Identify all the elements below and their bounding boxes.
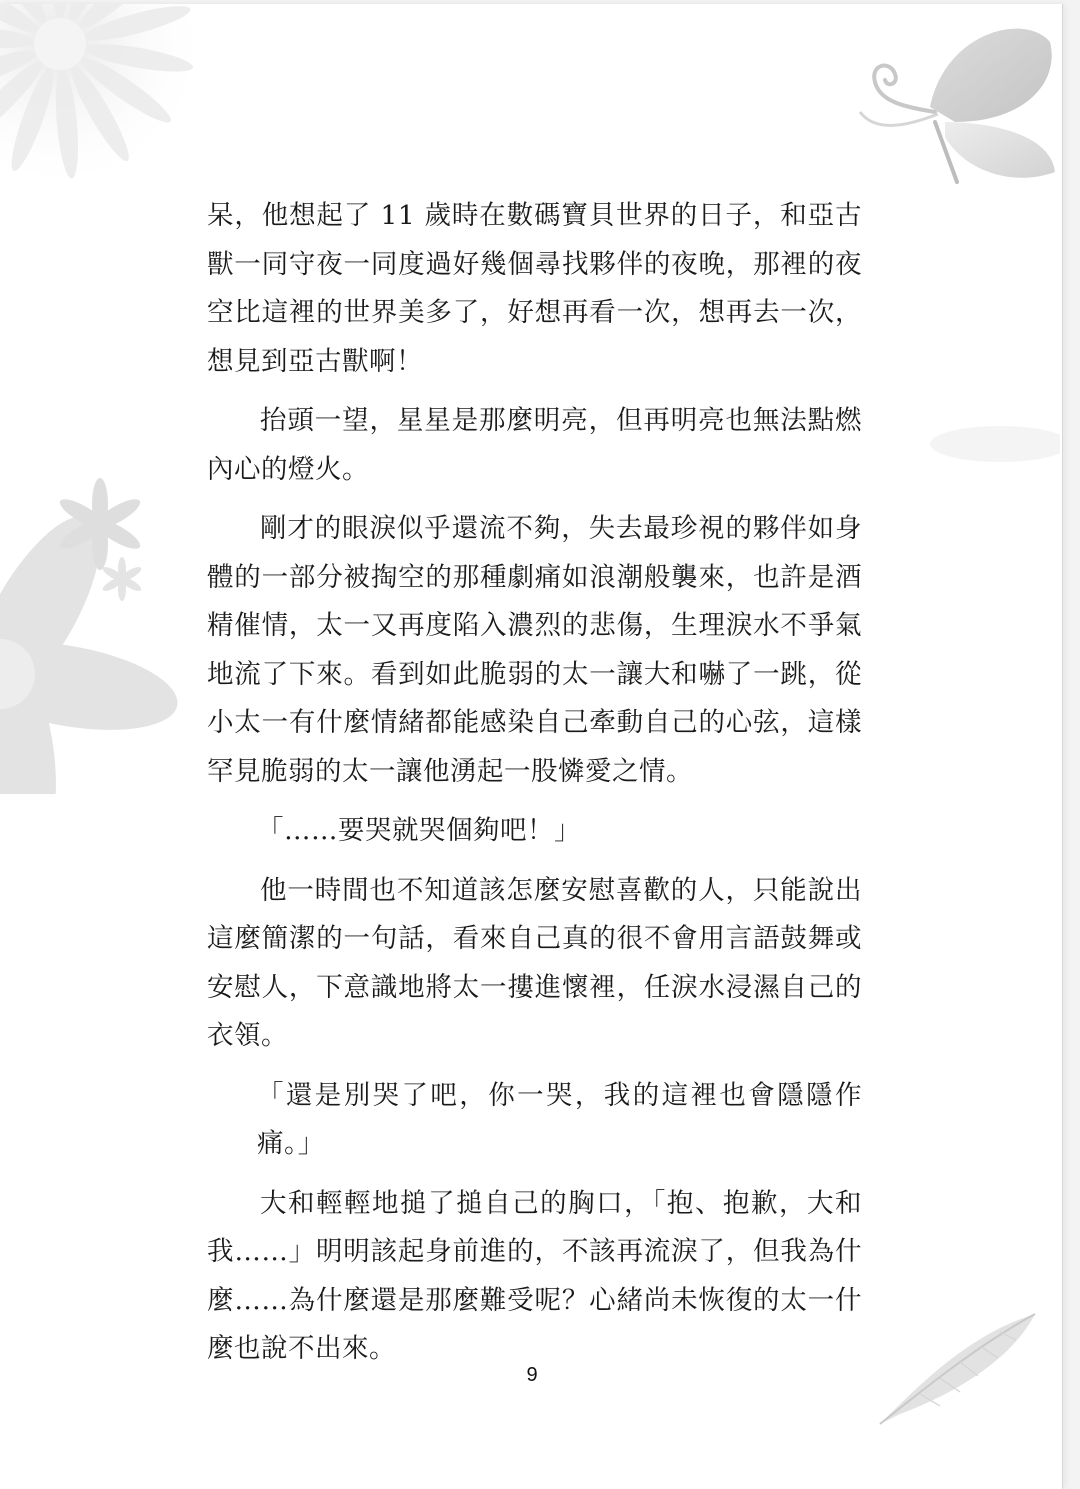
dialogue-line: 「還是別哭了吧，你一哭，我的這裡也會隱隱作痛。」 [257, 1079, 862, 1159]
feather-decoration [860, 1294, 1050, 1434]
dialogue-line: 「……要哭就哭個夠吧！」 [257, 815, 581, 846]
paragraph: 呆，他想起了 11 歲時在數碼寶貝世界的日子，和亞古獸一同守夜一同度過好幾個尋找夥伴的夜晚，那裡的夜空比這裡的世界美多了，好想再看一次，想再去一次，想見到亞古獸啊！ [207, 200, 862, 377]
paragraph: 抬頭一望，星星是那麼明亮，但再明亮也無法點燃內心的燈火。 [207, 405, 862, 485]
paragraph: 剛才的眼淚似乎還流不夠，失去最珍視的夥伴如身體的一部分被掏空的那種劇痛如浪潮般襲來，也許是酒精催情，太一又再度陷入濃烈的悲傷，生理淚水不爭氣地流了下來。看到如此脆弱的太一讓大和嚇了一跳，從小太一有什麼情緒都能感染自己牽動自己的心弦，這樣罕見脆弱的太一讓他湧起一股憐愛之情。 [207, 513, 862, 787]
paragraph: 大和輕輕地搥了搥自己的胸口，「抱、抱歉，大和我……」明明該起身前進的，不該再流淚了，但我為什麼……為什麼還是那麼難受呢？心緒尚未恢復的太一什麼也說不出來。 [207, 1187, 862, 1364]
book-page [0, 4, 1062, 1489]
wisp-decoration [890, 404, 1060, 484]
butterfly-decoration [835, 12, 1060, 202]
page-number: 9 [526, 1364, 538, 1386]
daisy-decoration [0, 474, 190, 794]
story-text [207, 192, 862, 1385]
paragraph: 他一時間也不知道該怎麼安慰喜歡的人，只能說出這麼簡潔的一句話，看來自己真的很不會用言語鼓舞或安慰人，下意識地將太一摟進懷裡，任淚水浸濕自己的衣領。 [207, 874, 862, 1051]
